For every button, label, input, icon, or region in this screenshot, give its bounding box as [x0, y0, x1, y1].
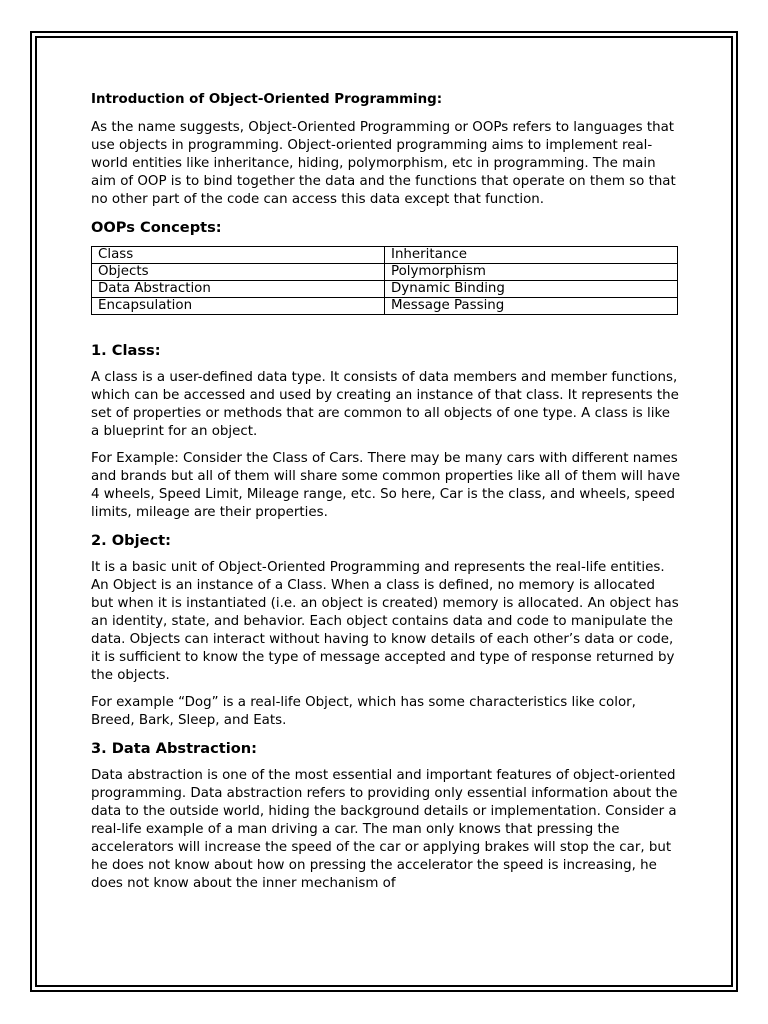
intro-heading: Introduction of Object-Oriented Programming: — [91, 92, 443, 107]
abstraction-heading: 3. Data Abstraction: — [91, 740, 257, 757]
table-row — [92, 298, 678, 315]
table-row — [92, 281, 678, 298]
concepts-heading: OOPs Concepts: — [91, 219, 222, 236]
table-cell: Dynamic Binding — [385, 281, 678, 298]
table-cell: Polymorphism — [385, 264, 678, 281]
table-cell: Data Abstraction — [92, 281, 385, 298]
class-paragraph-1: A class is a user-defined data type. It consists of data members and member functions, which can be accessed and used by creating an instance of that class. It represents the set of properties or methods that are common to all objects of one type. A class is like a blueprint for an object. — [91, 370, 679, 439]
table-row — [92, 247, 678, 264]
object-heading: 2. Object: — [91, 532, 171, 549]
object-paragraph-1: It is a basic unit of Object-Oriented Programming and represents the real-life entities. An Object is an instance of a Class. When a class is defined, no memory is allocated but when it is instantiated (i.e. an object is created) memory is allocated. An object has an identity, state, and behavior. Each object contains data and code to manipulate the data. Objects can interact without having to know details of each other’s data or code, it is sufficient to know the type of message accepted and type of response returned by the objects. — [91, 560, 679, 683]
class-heading: 1. Class: — [91, 342, 161, 359]
table-cell: Inheritance — [385, 247, 678, 264]
table-cell: Encapsulation — [92, 298, 385, 315]
table-cell: Objects — [92, 264, 385, 281]
object-paragraph-2: For example “Dog” is a real-life Object, which has some characteristics like color, Breed, Bark, Sleep, and Eats. — [91, 695, 636, 728]
table-cell: Class — [92, 247, 385, 264]
concepts-table — [91, 246, 678, 315]
class-paragraph-2: For Example: Consider the Class of Cars. There may be many cars with different names and brands but all of them will share some common properties like all of them will have 4 wheels, Speed Limit, Mileage range, etc. So here, Car is the class, and wheels, speed limits, mileage are their properties. — [91, 451, 681, 520]
abstraction-paragraph: Data abstraction is one of the most essential and important features of object-oriented programming. Data abstraction refers to providing only essential information about the data to the outside world, hiding the background details or implementation. Consider a real-life example of a man driving a car. The man only knows that pressing the accelerators will increase the speed of the car or applying brakes will stop the car, but he does not know about how on pressing the accelerator the speed is increasing, he does not know about the inner mechanism of — [91, 768, 678, 891]
table-row — [92, 264, 678, 281]
document-content — [91, 91, 681, 902]
intro-paragraph: As the name suggests, Object-Oriented Programming or OOPs refers to languages that use objects in programming. Object-oriented programming aims to implement real-world entities like inheritance, hiding, polymorphism, etc in programming. The main aim of OOP is to bind together the data and the functions that operate on them so that no other part of the code can access this data except that function. — [91, 120, 676, 207]
table-cell: Message Passing — [385, 298, 678, 315]
